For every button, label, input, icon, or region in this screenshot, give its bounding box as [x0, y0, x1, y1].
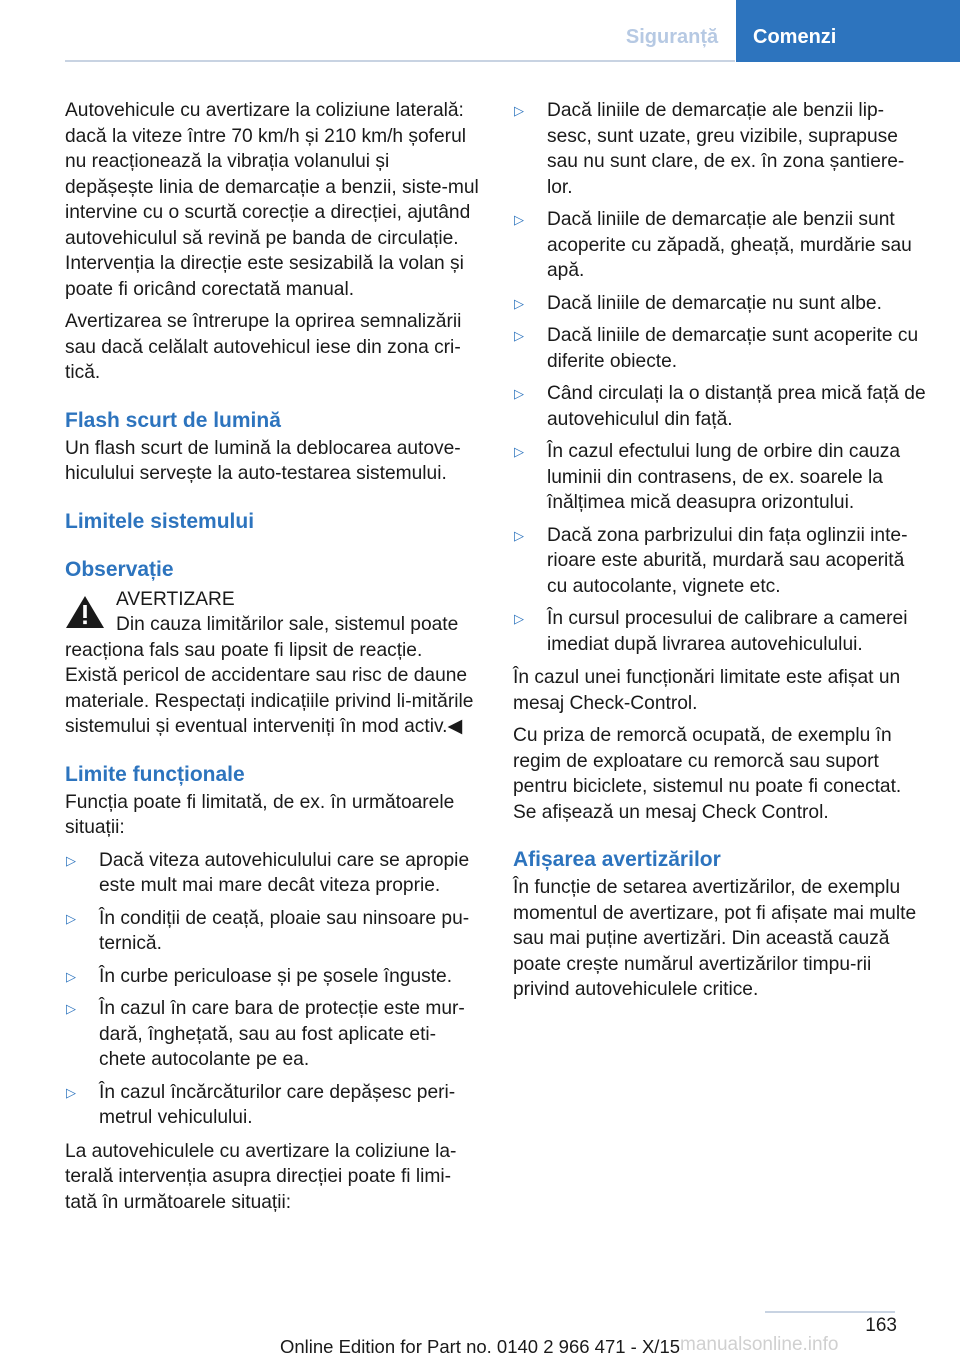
right-column — [513, 98, 928, 1010]
bullet-triangle-icon: ▷ — [66, 968, 76, 984]
list-item: ▷ Dacă zona parbrizului din fața oglinzii inte‐rioare este aburită, murdară sau acoperită cu autocolante, vignete etc. — [514, 524, 908, 597]
bullet-triangle-icon: ▷ — [66, 1001, 76, 1016]
footer-edition — [0, 1336, 960, 1358]
list-item: ▷ Dacă liniile de demarcație nu sunt albe. — [513, 291, 928, 317]
page-header — [608, 0, 960, 62]
list-item: ▷ În cazul încărcăturilor care depășesc peri‐metrul vehiculului. — [66, 1081, 456, 1128]
bullet-triangle-icon: ▷ — [514, 295, 524, 311]
list-item: ▷ În cazul în care bara de protecție este mur‐dară, înghețată, sau au fost aplicate eti‐chete autocolante pe ea. — [66, 998, 465, 1070]
paragraph-steering-limited: La autovehiculele cu avertizare la coliziune la‐terală intervenția asupra direcției poate fi limi‐tată în următoarele situații: — [65, 1140, 457, 1213]
bullet-triangle-icon: ▷ — [514, 386, 524, 401]
page-number: 163 — [865, 1315, 897, 1336]
list-item: ▷ În condiții de ceață, ploaie sau ninsoare pu‐ternică. — [66, 907, 470, 954]
heading-note: Observație — [65, 557, 174, 581]
paragraph-flash: Un flash scurt de lumină la deblocarea autove‐hiculului servește la auto-testarea sistemului. — [65, 437, 461, 484]
list-item: ▷ Dacă liniile de demarcație ale benzii sunt acoperite cu zăpadă, gheață, murdărie sau apă. — [514, 209, 912, 281]
heading-flash: Flash scurt de lumină — [65, 408, 281, 432]
warning-label: AVERTIZARE — [116, 588, 235, 610]
left-bullet-list — [65, 848, 479, 1131]
paragraph-warning-interrupt: Avertizarea se întrerupe la oprirea semnalizării sau dacă celălalt autovehicul iese din zona cri‐tică. — [65, 311, 462, 383]
paragraph-side-collision: Autovehicule cu avertizare la coliziune laterală: dacă la viteze între 70 km/h și 210 km/h șoferul nu reacționează la vibrația volanului și depășește linia de demarcație a benzii, siste‐mul intervine cu o scurtă corecție a direcției, ajutând autovehiculul să revină pe banda de circulație. Intervenția la direcție este sesizabilă la volan și poate fi oricând corectată manual. — [65, 100, 479, 300]
paragraph-warning-display: În funcție de setarea avertizărilor, de exemplu momentul de avertizare, pot fi afișate mai multe sau mai puține avertizări. Din această cauză poate crește numărul avertizărilor timpu‐rii privind autovehiculele critice. — [513, 877, 917, 1000]
paragraph-functional-limits: Funcția poate fi limitată, de ex. în următoarele situații: — [65, 791, 455, 838]
bullet-triangle-icon: ▷ — [66, 852, 76, 868]
footer-text: Online Edition for Part no. 0140 2 966 471 - X/15 — [279, 1336, 681, 1357]
header-tab-safety[interactable]: Siguranță — [608, 0, 736, 62]
list-item: ▷ În curbe periculoase și pe șosele înguste. — [65, 964, 479, 990]
left-column — [65, 98, 479, 1222]
bullet-triangle-icon: ▷ — [66, 1084, 76, 1100]
list-item: ▷ Dacă liniile de demarcație sunt acoperite cu diferite obiecte. — [514, 325, 919, 372]
paragraph-trailer-socket: Cu priza de remorcă ocupată, de exemplu în regim de exploatare cu remorcă sau suport pentru biciclete, sistemul nu poate fi conectat. Se afișează un mesaj Check Control. — [513, 725, 902, 823]
right-bullet-list — [513, 98, 928, 657]
watermark: manualsonline.info — [680, 1334, 839, 1355]
list-item: ▷ Dacă viteza autovehiculului care se apropie este mult mai mare decât viteza proprie. — [66, 849, 470, 896]
bullet-triangle-icon: ▷ — [514, 444, 524, 459]
list-item: ▷ În cazul efectului lung de orbire din cauza luminii din contrasens, de ex. soarele la înălțimea mică deasupra orizontului. — [514, 441, 901, 513]
bullet-triangle-icon: ▷ — [66, 910, 76, 926]
heading-warning-display: Afișarea avertizărilor — [513, 848, 721, 871]
warning-block — [65, 587, 479, 740]
heading-system-limits: Limitele sistemului — [65, 509, 255, 533]
warning-triangle-icon — [65, 595, 105, 629]
warning-text: Din cauza limitărilor sale, sistemul poate reacționa fals sau poate fi lipsit de reacție. Există pericol de accidentare sau risc de daune materiale. Respectați indicațiile privind li‐mitările sistemului și eventual interveniți în mod activ.◀ — [65, 614, 474, 737]
bullet-triangle-icon: ▷ — [514, 103, 524, 118]
bullet-triangle-icon: ▷ — [514, 212, 524, 227]
list-item: ▷ Dacă liniile de demarcație ale benzii lip‐sesc, sunt uzate, greu vizibile, suprapuse sau nu sunt clare, de ex. în zona șantiere‐lor. — [514, 100, 905, 198]
paragraph-check-control: În cazul unei funcționări limitate este afișat un mesaj Check-Control. — [513, 667, 901, 714]
header-divider — [65, 60, 735, 62]
footer-divider — [765, 1311, 895, 1313]
heading-functional-limits: Limite funcționale — [65, 762, 245, 786]
bullet-triangle-icon: ▷ — [514, 611, 524, 626]
bullet-triangle-icon: ▷ — [514, 527, 524, 543]
header-tab-controls[interactable]: Comenzi — [736, 0, 960, 62]
list-item: ▷ În cursul procesului de calibrare a camerei imediat după livrarea autovehiculului. — [514, 608, 908, 655]
list-item: ▷ Când circulați la o distanță prea mică față de autovehiculul din față. — [514, 383, 926, 430]
bullet-triangle-icon: ▷ — [514, 328, 524, 343]
